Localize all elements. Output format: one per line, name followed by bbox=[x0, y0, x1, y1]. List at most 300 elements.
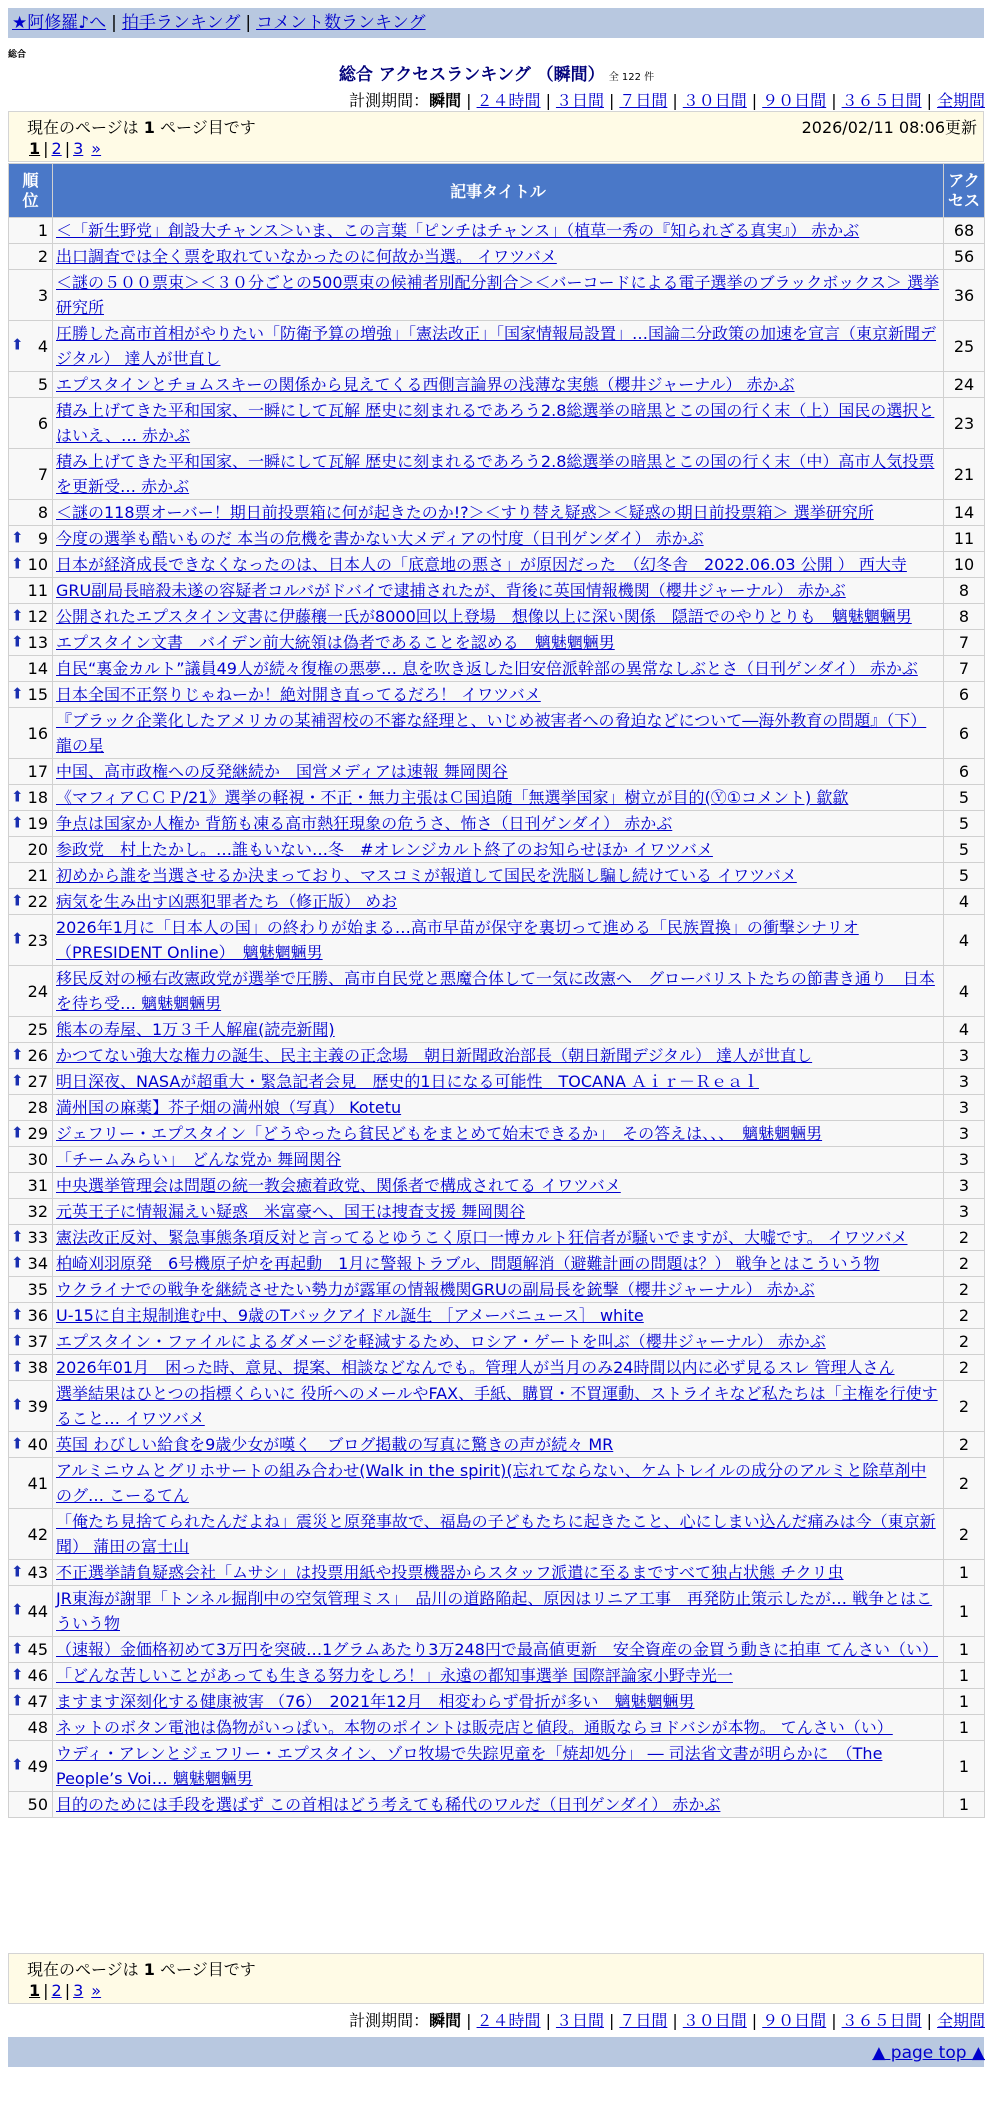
article-title-link[interactable]: 目的のためには手段を選ばず この首相はどう考えても稀代のワルだ（日刊ゲンダイ） 赤かぶ bbox=[56, 1795, 721, 1814]
title-cell bbox=[53, 863, 944, 889]
rank-number: 10 bbox=[27, 555, 48, 574]
rank-number: 31 bbox=[27, 1176, 48, 1195]
rank-cell bbox=[9, 1381, 53, 1432]
period-link[interactable]: ３０日間 bbox=[682, 2011, 747, 2030]
rank-number: 18 bbox=[27, 788, 48, 807]
access-count: 1 bbox=[944, 1715, 985, 1741]
article-title-link[interactable]: 元英王子に情報漏えい疑惑 米富豪へ、国王は捜査支援 舞岡関谷 bbox=[56, 1202, 526, 1221]
table-row bbox=[9, 552, 985, 578]
rank-number: 45 bbox=[27, 1640, 48, 1659]
article-title-link[interactable]: ＜謎の118票オーバー！期日前投票箱に何が起きたのか!?＞＜すり替え疑惑＞＜疑惑の期日前投票箱＞ 選挙研究所 bbox=[56, 503, 874, 522]
article-title-link[interactable]: 「どんな苦しいことがあっても生きる努力をしろ！」永遠の都知事選挙 国際評論家小野寺光一 bbox=[56, 1666, 733, 1685]
access-count: 3 bbox=[944, 1095, 985, 1121]
article-title-link[interactable]: 積み上げてきた平和国家、一瞬にして瓦解 歴史に刻まれるであろう2.8総選挙の暗黒とこの国の行く末（中）高市人気投票を更新受… 赤かぶ bbox=[56, 452, 935, 496]
title-cell bbox=[53, 1689, 944, 1715]
up-arrow-icon: ⬆ bbox=[11, 1638, 24, 1657]
rank-number: 44 bbox=[27, 1601, 48, 1621]
title-cell bbox=[53, 1509, 944, 1560]
rank-cell bbox=[9, 785, 53, 811]
rank-number: 30 bbox=[27, 1150, 48, 1169]
rank-cell bbox=[9, 1715, 53, 1741]
period-separator: | bbox=[466, 2011, 472, 2030]
rank-number: 50 bbox=[27, 1795, 48, 1814]
pagination-bottom bbox=[29, 1981, 104, 2000]
rank-number: 8 bbox=[37, 503, 48, 522]
rank-cell bbox=[9, 526, 53, 552]
article-title-link[interactable]: ＜「新生野党」創設大チャンス＞いま、この言葉「ピンチはチャンス」（植草一秀の『知られざる真実』） 赤かぶ bbox=[56, 221, 860, 240]
access-count: 2 bbox=[944, 1509, 985, 1560]
rank-cell bbox=[9, 1199, 53, 1225]
title-cell bbox=[53, 682, 944, 708]
title-cell bbox=[53, 578, 944, 604]
table-row bbox=[9, 1173, 985, 1199]
access-count: 2 bbox=[944, 1329, 985, 1355]
rank-cell bbox=[9, 1017, 53, 1043]
rank-number: 21 bbox=[27, 866, 48, 885]
table-row bbox=[9, 1043, 985, 1069]
period-link[interactable]: ７日間 bbox=[619, 91, 668, 110]
rank-cell bbox=[9, 1637, 53, 1663]
title-cell bbox=[53, 1637, 944, 1663]
rank-cell bbox=[9, 270, 53, 321]
up-arrow-icon: ⬆ bbox=[11, 929, 24, 948]
access-count: 6 bbox=[944, 682, 985, 708]
period-separator: | bbox=[608, 91, 615, 110]
access-count: 6 bbox=[944, 708, 985, 759]
table-row bbox=[9, 656, 985, 682]
access-count: 3 bbox=[944, 1147, 985, 1173]
table-row bbox=[9, 500, 985, 526]
article-title-link[interactable]: ウクライナでの戦争を継続させたい勢力が露軍の情報機関GRUの副局長を銃撃（櫻井ジャーナル） 赤かぶ bbox=[56, 1280, 815, 1299]
access-count: 68 bbox=[944, 218, 985, 244]
table-row bbox=[9, 321, 985, 372]
rank-cell bbox=[9, 1121, 53, 1147]
access-count: 2 bbox=[944, 1277, 985, 1303]
pager-page-link[interactable]: 2 bbox=[51, 1981, 62, 2000]
article-title-link[interactable]: 初めから誰を当選させるか決まっており、マスコミが報道して国民を洗脳し騙し続けている イワツバメ bbox=[56, 866, 797, 885]
title-cell bbox=[53, 449, 944, 500]
article-title-link[interactable]: 争点は国家か人権か 背筋も凍る高市熱狂現象の危うさ、怖さ（日刊ゲンダイ） 赤かぶ bbox=[56, 814, 673, 833]
table-row bbox=[9, 1432, 985, 1458]
period-current: 瞬間 bbox=[429, 91, 462, 110]
access-count: 11 bbox=[944, 526, 985, 552]
article-title-link[interactable]: ますます深刻化する健康被害 （76） 2021年12月 相変わらず骨折が多い 魑魅魍魎男 bbox=[56, 1692, 695, 1711]
table-row bbox=[9, 1277, 985, 1303]
rank-cell bbox=[9, 244, 53, 270]
article-title-link[interactable]: エプスタイン文書 バイデン前大統領は偽者であることを認める 魑魅魍魎男 bbox=[56, 633, 615, 652]
period-link[interactable]: 全期間 bbox=[936, 2011, 985, 2030]
access-count: 2 bbox=[944, 1225, 985, 1251]
title-cell bbox=[53, 966, 944, 1017]
pager-separator: | bbox=[64, 139, 71, 158]
title-cell bbox=[53, 1095, 944, 1121]
period-link[interactable]: ３日間 bbox=[555, 91, 604, 110]
rank-cell bbox=[9, 1251, 53, 1277]
article-title-link[interactable]: JR東海が謝罪「トンネル掘削中の空気管理ミス」 品川の道路陥起、原因はリニア工事 再発防止策示したが… 戦争とはこういう物 bbox=[56, 1589, 933, 1633]
period-link[interactable]: 全期間 bbox=[936, 91, 985, 110]
rank-cell bbox=[9, 915, 53, 966]
title-cell bbox=[53, 1199, 944, 1225]
access-count: 3 bbox=[944, 1199, 985, 1225]
title-cell bbox=[53, 1277, 944, 1303]
access-count: 1 bbox=[944, 1586, 985, 1637]
access-count: 3 bbox=[944, 1043, 985, 1069]
page-info-top bbox=[8, 111, 984, 162]
rank-number: 29 bbox=[27, 1124, 48, 1143]
rank-number: 14 bbox=[27, 659, 48, 678]
access-count: 24 bbox=[944, 372, 985, 398]
pager-page-link[interactable]: 3 bbox=[73, 139, 84, 158]
period-separator: | bbox=[545, 91, 551, 110]
period-separator: | bbox=[545, 2011, 551, 2030]
pager-page-link[interactable]: 2 bbox=[51, 139, 62, 158]
page-info-text: 現在のページは 1 ページ目です bbox=[27, 118, 256, 137]
article-title-link[interactable]: かつてない強大な権力の誕生、民主主義の正念場 朝日新聞政治部長（朝日新聞デジタル） 達人が世直し bbox=[56, 1046, 813, 1065]
rank-number: 9 bbox=[37, 529, 48, 548]
rank-cell bbox=[9, 1329, 53, 1355]
rank-cell bbox=[9, 1173, 53, 1199]
article-title-link[interactable]: 自民“裏金カルト”議員49人が続々復権の悪夢… 息を吹き返した旧安倍派幹部の異常なしぶとさ（日刊ゲンダイ） 赤かぶ bbox=[56, 659, 918, 678]
home-link[interactable]: ★阿修羅♪へ bbox=[12, 13, 107, 33]
rank-cell bbox=[9, 708, 53, 759]
access-count: 4 bbox=[944, 1017, 985, 1043]
pager-next-link[interactable]: » bbox=[91, 1981, 102, 2000]
article-title-link[interactable]: 「俺たち見捨てられたんだよね」震災と原発事故で、福島の子どもたちに起きたこと、心にしまい込んだ痛みは今（東京新聞） 蒲田の富士山 bbox=[56, 1512, 936, 1556]
title-cell bbox=[53, 321, 944, 372]
rank-number: 4 bbox=[37, 336, 48, 356]
up-arrow-icon: ⬆ bbox=[11, 605, 24, 624]
article-title-link[interactable]: （速報）金価格初めて3万円を突破…1グラムあたり3万248円で最高値更新 安全資産の金買う動きに拍車 てんさい（い） bbox=[56, 1640, 939, 1659]
article-title-link[interactable]: ウディ・アレンとジェフリー・エプスタイン、ゾロ牧場で失踪児童を「焼却処分」 ― 司法省文書が明らかに （The People’s Voi… 魑魅魍魎男 bbox=[56, 1744, 883, 1788]
up-arrow-icon: ⬆ bbox=[11, 1395, 24, 1414]
up-arrow-icon: ⬆ bbox=[11, 1252, 24, 1271]
title-cell bbox=[53, 1432, 944, 1458]
page-title bbox=[0, 60, 993, 85]
article-title-link[interactable]: エプスタインとチョムスキーの関係から見えてくる西側言論界の浅薄な実態（櫻井ジャーナル） 赤かぶ bbox=[56, 375, 795, 394]
rank-cell bbox=[9, 1225, 53, 1251]
title-cell bbox=[53, 526, 944, 552]
table-row bbox=[9, 1560, 985, 1586]
rank-cell bbox=[9, 1095, 53, 1121]
access-count: 3 bbox=[944, 1121, 985, 1147]
rank-number: 24 bbox=[27, 981, 48, 1001]
clap-ranking-link[interactable]: 拍手ランキング bbox=[121, 13, 241, 33]
rank-cell bbox=[9, 966, 53, 1017]
article-title-link[interactable]: 圧勝した高市首相がやりたい「防衛予算の増強」「憲法改正」「国家情報局設置」…国論二分政策の加速を宣言（東京新聞デジタル） 達人が世直し bbox=[56, 324, 937, 368]
pager-current-page: 1 bbox=[29, 1981, 41, 2000]
rank-cell bbox=[9, 1586, 53, 1637]
rank-cell bbox=[9, 1792, 53, 1818]
rank-number: 1 bbox=[37, 221, 48, 240]
table-row bbox=[9, 630, 985, 656]
article-title-link[interactable]: アルミニウムとグリホサートの組み合わせ(Walk in the spirit)(忘れてならない、ケムトレイルの成分のアルミと除草剤中のグ… こーるてん bbox=[56, 1461, 927, 1505]
up-arrow-icon: ⬆ bbox=[11, 1755, 24, 1774]
up-arrow-icon: ⬆ bbox=[11, 1600, 24, 1619]
article-title-link[interactable]: 2026年1月に「日本人の国」の終わりが始まる…高市早苗が保守を裏切って進める「民族置換」の衝撃シナリオ （PRESIDENT Online） 魑魅魍魎男 bbox=[56, 918, 859, 962]
up-arrow-icon: ⬆ bbox=[11, 1330, 24, 1349]
rank-number: 35 bbox=[27, 1280, 48, 1299]
rank-number: 28 bbox=[27, 1098, 48, 1117]
table-row bbox=[9, 1509, 985, 1560]
table-row bbox=[9, 1329, 985, 1355]
title-cell bbox=[53, 270, 944, 321]
table-row bbox=[9, 1095, 985, 1121]
article-title-link[interactable]: 今度の選挙も酷いものだ 本当の危機を書かない大メディアの忖度（日刊ゲンダイ） 赤かぶ bbox=[56, 529, 704, 548]
pager-page-link[interactable]: 3 bbox=[73, 1981, 84, 2000]
access-count: 4 bbox=[944, 966, 985, 1017]
period-separator: | bbox=[926, 2011, 932, 2030]
rank-cell bbox=[9, 578, 53, 604]
period-selector-bottom bbox=[349, 2008, 985, 2031]
article-title-link[interactable]: 出口調査では全く票を取れていなかったのに何故か当選。 イワツバメ bbox=[56, 247, 557, 266]
table-row bbox=[9, 1303, 985, 1329]
table-row bbox=[9, 1225, 985, 1251]
rank-number: 36 bbox=[27, 1306, 48, 1325]
title-cell bbox=[53, 1121, 944, 1147]
rank-cell bbox=[9, 1689, 53, 1715]
rank-cell bbox=[9, 759, 53, 785]
article-title-link[interactable]: 中央選挙管理会は問題の統一教会癒着政党、関係者で構成されてる イワツバメ bbox=[56, 1176, 621, 1195]
table-row bbox=[9, 1251, 985, 1277]
up-arrow-icon: ⬆ bbox=[11, 1044, 24, 1063]
article-title-link[interactable]: 柏崎刈羽原発 6号機原子炉を再起動 1月に警報トラブル、問題解消（避難計画の問題は？） 戦争とはこういう物 bbox=[56, 1254, 880, 1273]
table-row bbox=[9, 1381, 985, 1432]
rank-cell bbox=[9, 1509, 53, 1560]
period-separator: | bbox=[831, 91, 837, 110]
rank-cell bbox=[9, 1069, 53, 1095]
rank-number: 40 bbox=[27, 1435, 48, 1454]
rank-number: 38 bbox=[27, 1358, 48, 1377]
period-link[interactable]: ３日間 bbox=[555, 2011, 604, 2030]
period-separator: | bbox=[926, 91, 932, 110]
article-title-link[interactable]: ジェフリー・エプスタイン「どうやったら貧民どもをまとめて始末できるか」 その答えは、、、 魑魅魍魎男 bbox=[56, 1124, 823, 1143]
article-title-link[interactable]: 《マフィアＣＣＰ/21》選挙の軽視・不正・無力主張はＣ国追随「無選挙国家」樹立が目的(Ⓨ①コメント) 歙歙 bbox=[56, 788, 849, 807]
rank-number: 27 bbox=[27, 1072, 48, 1091]
access-count: 1 bbox=[944, 1663, 985, 1689]
period-link[interactable]: ３６５日間 bbox=[841, 91, 922, 110]
rank-number: 49 bbox=[27, 1756, 48, 1776]
rank-cell bbox=[9, 321, 53, 372]
ranking-rows bbox=[9, 218, 985, 1818]
up-arrow-icon: ⬆ bbox=[11, 683, 24, 702]
period-link[interactable]: ７日間 bbox=[619, 2011, 668, 2030]
period-link[interactable]: ９０日間 bbox=[762, 2011, 827, 2030]
article-title-link[interactable]: 参政党 村上たかし。…誰もいない…冬 #オレンジカルト終了のお知らせほか イワツバメ bbox=[56, 840, 713, 859]
title-cell bbox=[53, 1741, 944, 1792]
up-arrow-icon: ⬆ bbox=[11, 1690, 24, 1709]
up-arrow-icon: ⬆ bbox=[11, 1356, 24, 1375]
up-arrow-icon: ⬆ bbox=[11, 1664, 24, 1683]
rank-number: 32 bbox=[27, 1202, 48, 1221]
rank-number: 2 bbox=[37, 247, 48, 266]
table-row bbox=[9, 966, 985, 1017]
pager-current-page: 1 bbox=[29, 139, 41, 158]
up-arrow-icon: ⬆ bbox=[11, 1122, 24, 1141]
rank-cell bbox=[9, 656, 53, 682]
article-title-link[interactable]: 中国、高市政権への反発継続か 国営メディアは速報 舞岡関谷 bbox=[56, 762, 508, 781]
table-row bbox=[9, 1069, 985, 1095]
rank-number: 3 bbox=[37, 285, 48, 305]
article-title-link[interactable]: 不正選挙請負疑惑会社「ムサシ」は投票用紙や投票機器からスタッフ派遣に至るまですべて独占状態 チクリ虫 bbox=[56, 1563, 844, 1582]
access-count: 2 bbox=[944, 1381, 985, 1432]
rank-number: 48 bbox=[27, 1718, 48, 1737]
up-arrow-icon: ⬆ bbox=[11, 1226, 24, 1245]
article-title-link[interactable]: 選挙結果はひとつの指標くらいに 役所へのメールやFAX、手紙、購買・不買運動、ストライキなど私たちは「主権を行使すること… イワツバメ bbox=[56, 1384, 938, 1428]
title-cell bbox=[53, 398, 944, 449]
up-arrow-icon: ⬆ bbox=[11, 1433, 24, 1452]
article-title-link[interactable]: U-15に自主規制進む中、9歳のTバックアイドル誕生 ［アメーバニュース］ white bbox=[56, 1306, 644, 1325]
article-title-link[interactable]: 日本全国不正祭りじゃねーか！絶対開き直ってるだろ！ イワツバメ bbox=[56, 685, 541, 704]
article-title-link[interactable]: 「チームみらい」 どんな党か 舞岡関谷 bbox=[56, 1150, 342, 1169]
article-title-link[interactable]: 公開されたエプスタイン文書に伊藤穰一氏が8000回以上登場 想像以上に深い関係 隠語でのやりとりも 魑魅魍魎男 bbox=[56, 607, 912, 626]
table-row bbox=[9, 785, 985, 811]
rank-cell bbox=[9, 811, 53, 837]
rank-number: 20 bbox=[27, 840, 48, 859]
title-cell bbox=[53, 1663, 944, 1689]
title-cell bbox=[53, 1792, 944, 1818]
rank-number: 34 bbox=[27, 1254, 48, 1273]
title-cell bbox=[53, 1251, 944, 1277]
access-count: 5 bbox=[944, 785, 985, 811]
rank-number: 39 bbox=[27, 1396, 48, 1416]
up-arrow-icon: ⬆ bbox=[11, 1561, 24, 1580]
period-link[interactable]: ９０日間 bbox=[762, 91, 827, 110]
period-link[interactable]: ３６５日間 bbox=[841, 2011, 922, 2030]
table-row bbox=[9, 708, 985, 759]
title-cell bbox=[53, 372, 944, 398]
pager-next-link[interactable]: » bbox=[91, 139, 102, 158]
comment-ranking-link[interactable]: コメント数ランキング bbox=[256, 13, 426, 33]
column-header-title: 記事タイトル bbox=[53, 164, 944, 218]
article-title-link[interactable]: 病気を生み出す凶悪犯罪者たち（修正版） めお bbox=[56, 892, 398, 911]
table-row bbox=[9, 244, 985, 270]
table-row bbox=[9, 1741, 985, 1792]
access-count: 10 bbox=[944, 552, 985, 578]
title-cell bbox=[53, 1715, 944, 1741]
rank-cell bbox=[9, 863, 53, 889]
rank-cell bbox=[9, 449, 53, 500]
table-row bbox=[9, 218, 985, 244]
title-cell bbox=[53, 218, 944, 244]
article-title-link[interactable]: 英国 わびしい給食を9歳少女が嘆く ブログ掲載の写真に驚きの声が続々 MR bbox=[56, 1435, 614, 1454]
table-row bbox=[9, 811, 985, 837]
period-link[interactable]: ２４時間 bbox=[476, 2011, 541, 2030]
access-count: 2 bbox=[944, 1355, 985, 1381]
table-row bbox=[9, 759, 985, 785]
up-arrow-icon: ⬆ bbox=[11, 527, 24, 546]
total-count: 全 122 件 bbox=[608, 72, 655, 83]
access-count: 1 bbox=[944, 1792, 985, 1818]
up-arrow-icon: ⬆ bbox=[11, 890, 24, 909]
access-count: 5 bbox=[944, 811, 985, 837]
article-title-link[interactable]: 満州国の麻薬】芥子畑の満州娘（写真） Kotetu bbox=[56, 1098, 402, 1117]
access-count: 14 bbox=[944, 500, 985, 526]
access-count: 8 bbox=[944, 578, 985, 604]
table-row bbox=[9, 1792, 985, 1818]
access-count: 7 bbox=[944, 656, 985, 682]
up-arrow-icon: ⬆ bbox=[11, 631, 24, 650]
rank-cell bbox=[9, 372, 53, 398]
period-current: 瞬間 bbox=[429, 2011, 462, 2030]
period-separator: | bbox=[466, 91, 472, 110]
rank-cell bbox=[9, 1355, 53, 1381]
access-count: 4 bbox=[944, 889, 985, 915]
title-cell bbox=[53, 1381, 944, 1432]
pager-separator: | bbox=[64, 1981, 71, 2000]
rank-number: 47 bbox=[27, 1692, 48, 1711]
article-title-link[interactable]: 移民反対の極右改憲政党が選挙で圧勝、高市自民党と悪魔合体して一気に改憲へ グローバリストたちの節書き通り 日本を待ち受… 魑魅魍魎男 bbox=[56, 969, 935, 1013]
rank-cell bbox=[9, 1147, 53, 1173]
table-row bbox=[9, 915, 985, 966]
page-info-bottom bbox=[8, 1953, 984, 2004]
rank-cell bbox=[9, 682, 53, 708]
page-top-link[interactable]: ▲ page top ▲ bbox=[872, 2043, 985, 2063]
article-title-link[interactable]: 憲法改正反対、緊急事態条項反対と言ってるとゆうこく原口一博カルト狂信者が騒いでますが、大嘘です。 イワツバメ bbox=[56, 1228, 908, 1247]
table-row bbox=[9, 1147, 985, 1173]
category-label: 総合 bbox=[8, 50, 27, 60]
rank-number: 43 bbox=[27, 1563, 48, 1582]
title-cell bbox=[53, 811, 944, 837]
table-row bbox=[9, 1017, 985, 1043]
access-count: 25 bbox=[944, 321, 985, 372]
article-title-link[interactable]: 明日深夜、NASAが超重大・緊急記者会見 歴史的1日になる可能性 TOCANA Ａｉｒ－Ｒｅａｌ bbox=[56, 1072, 759, 1091]
access-count: 56 bbox=[944, 244, 985, 270]
access-count: 2 bbox=[944, 1458, 985, 1509]
rank-number: 6 bbox=[37, 413, 48, 433]
rank-number: 19 bbox=[27, 814, 48, 833]
rank-cell bbox=[9, 500, 53, 526]
access-count: 23 bbox=[944, 398, 985, 449]
table-row bbox=[9, 1715, 985, 1741]
article-title-link[interactable]: ＜謎の５００票束＞＜３０分ごとの500票束の候補者別配分割合＞＜バーコードによる電子選挙のブラックボックス＞ 選挙研究所 bbox=[56, 273, 940, 317]
up-arrow-icon: ⬆ bbox=[11, 786, 24, 805]
access-count: 3 bbox=[944, 1173, 985, 1199]
article-title-link[interactable]: 2026年01月 困った時、意見、提案、相談などなんでも。管理人が当月のみ24時間以内に必ず見るスレ 管理人さん bbox=[56, 1358, 895, 1377]
table-row bbox=[9, 682, 985, 708]
title-cell bbox=[53, 1329, 944, 1355]
rank-number: 11 bbox=[27, 581, 48, 600]
table-row bbox=[9, 1586, 985, 1637]
access-count: 2 bbox=[944, 1303, 985, 1329]
article-title-link[interactable]: 『ブラック企業化したアメリカの某補習校の不審な経理と、いじめ被害者への脅迫などについて―海外教育の問題』（下） 龍の星 bbox=[56, 711, 927, 755]
article-title-link[interactable]: 日本が経済成長できなくなったのは、日本人の「底意地の悪さ」が原因だった （幻冬舎 2022.06.03 公開 ） 西大寺 bbox=[56, 555, 907, 574]
title-cell bbox=[53, 604, 944, 630]
title-cell bbox=[53, 915, 944, 966]
period-link[interactable]: ３０日間 bbox=[682, 91, 747, 110]
up-arrow-icon: ⬆ bbox=[11, 553, 24, 572]
rank-cell bbox=[9, 1560, 53, 1586]
title-cell bbox=[53, 1017, 944, 1043]
article-title-link[interactable]: GRU副局長暗殺未遂の容疑者コルバがドバイで逮捕されたが、背後に英国情報機関（櫻井ジャーナル） 赤かぶ bbox=[56, 581, 846, 600]
access-count: 5 bbox=[944, 863, 985, 889]
table-row bbox=[9, 1689, 985, 1715]
rank-number: 17 bbox=[27, 762, 48, 781]
article-title-link[interactable]: エプスタイン・ファイルによるダメージを軽減するため、ロシア・ゲートを叫ぶ（櫻井ジャーナル） 赤かぶ bbox=[56, 1332, 826, 1351]
rank-cell bbox=[9, 552, 53, 578]
access-count: 6 bbox=[944, 759, 985, 785]
title-cell bbox=[53, 837, 944, 863]
title-cell bbox=[53, 1458, 944, 1509]
access-count: 5 bbox=[944, 837, 985, 863]
table-row bbox=[9, 889, 985, 915]
access-count: 8 bbox=[944, 604, 985, 630]
table-row bbox=[9, 270, 985, 321]
article-title-link[interactable]: 積み上げてきた平和国家、一瞬にして瓦解 歴史に刻まれるであろう2.8総選挙の暗黒とこの国の行く末（上）国民の選択とはいえ、… 赤かぶ bbox=[56, 401, 935, 445]
period-link[interactable]: ２４時間 bbox=[476, 91, 541, 110]
table-row bbox=[9, 372, 985, 398]
article-title-link[interactable]: 熊本の寿屋、1万３千人解雇(読売新聞) bbox=[56, 1020, 335, 1039]
article-title-link[interactable]: ネットのボタン電池は偽物がいっぱい。本物のポイントは販売店と値段。通販ならヨドバシが本物。 てんさい（い） bbox=[56, 1718, 893, 1737]
